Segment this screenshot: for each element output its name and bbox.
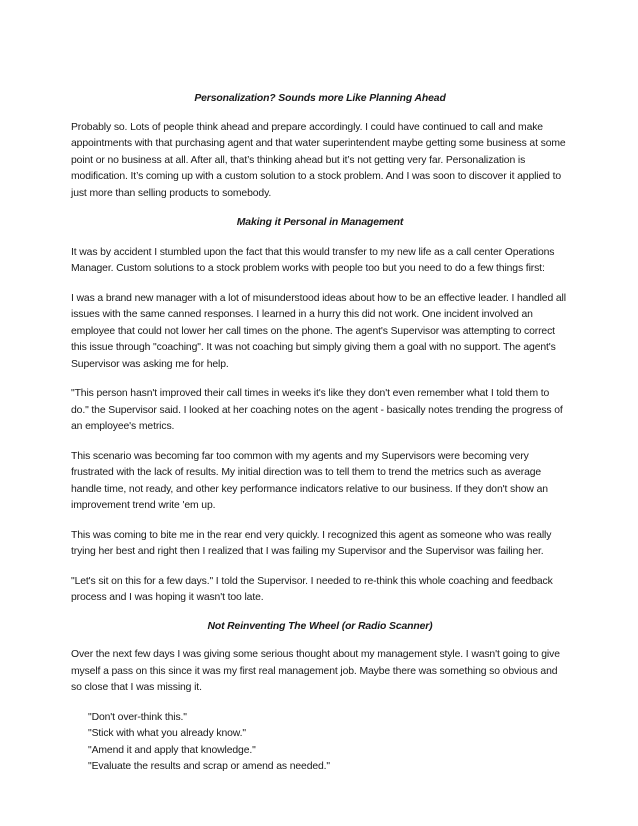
section-heading-personalization: Personalization? Sounds more Like Planning Ahead [194,93,446,104]
paragraph-sit-on-this: "Let's sit on this for a few days." I told the Supervisor. I needed to re-think this whole coaching and feedback process and I was hoping it wasn't too late. [71,575,553,603]
quote-line: "Amend it and apply that knowledge." [88,744,256,756]
quote-line: "Don't over-think this." [88,711,187,723]
paragraph-supervisor-quote: "This person hasn't improved their call times in weeks it's like they don't even remember what I told them to do." the Supervisor said. I looked at her coaching notes on the agent - basically notes trending the progress of an employee's metrics. [71,388,563,432]
paragraph-new-manager: I was a brand new manager with a lot of misunderstood ideas about how to be an effective leader. I handled all issues with the same canned responses. I learned in a hurry this did not work. One incident involved an employee that could not lower her call times on the phone. The agent's Supervisor was attempting to correct this issue through "coaching". It was not coaching but simply giving them a goal with no support. The agent's Supervisor was asking me for help. [71,292,566,370]
paragraph-call-center: It was by accident I stumbled upon the fact that this would transfer to my new life as a call center Operations Manager. Custom solutions to a stock problem works with people too but you need to do a few things first: [71,246,555,274]
paragraph-realization: This was coming to bite me in the rear end very quickly. I recognized this agent as someone who was really trying her best and right then I realized that I was failing my Supervisor and the Supervisor was failing her. [71,529,552,557]
paragraph-planning-ahead: Probably so. Lots of people think ahead and prepare accordingly. I could have continued to call and make appointments with that purchasing agent and that water superintendent maybe getting some business at some point or no business at all. After all, that’s thinking ahead but it’s not getting very far. Personalization is modification. It’s coming up with a custom solution to a stock problem. And I was soon to discover it applied to just more than selling products to somebody. [71,121,566,199]
document-page [71,91,569,776]
paragraph-scenario: This scenario was becoming far too common with my agents and my Supervisors were becoming very frustrated with the lack of results. My initial direction was to tell them to trend the metrics such as average handle time, not ready, and other key performance indicators relative to our business. If they don't show an improvement trend write 'em up. [71,450,548,511]
quote-list [71,710,569,776]
paragraph-management-style: Over the next few days I was giving some serious thought about my management style. I wasn't going to give myself a pass on this since it was my first real management job. Maybe there was something so obvious and so close that I was missing it. [71,649,560,693]
quote-line: "Stick with what you already know." [88,728,246,739]
quote-line: "Evaluate the results and scrap or amend as needed." [88,761,331,772]
section-heading-management: Making it Personal in Management [236,217,404,228]
section-heading-reinventing: Not Reinventing The Wheel (or Radio Scanner) [207,620,433,632]
